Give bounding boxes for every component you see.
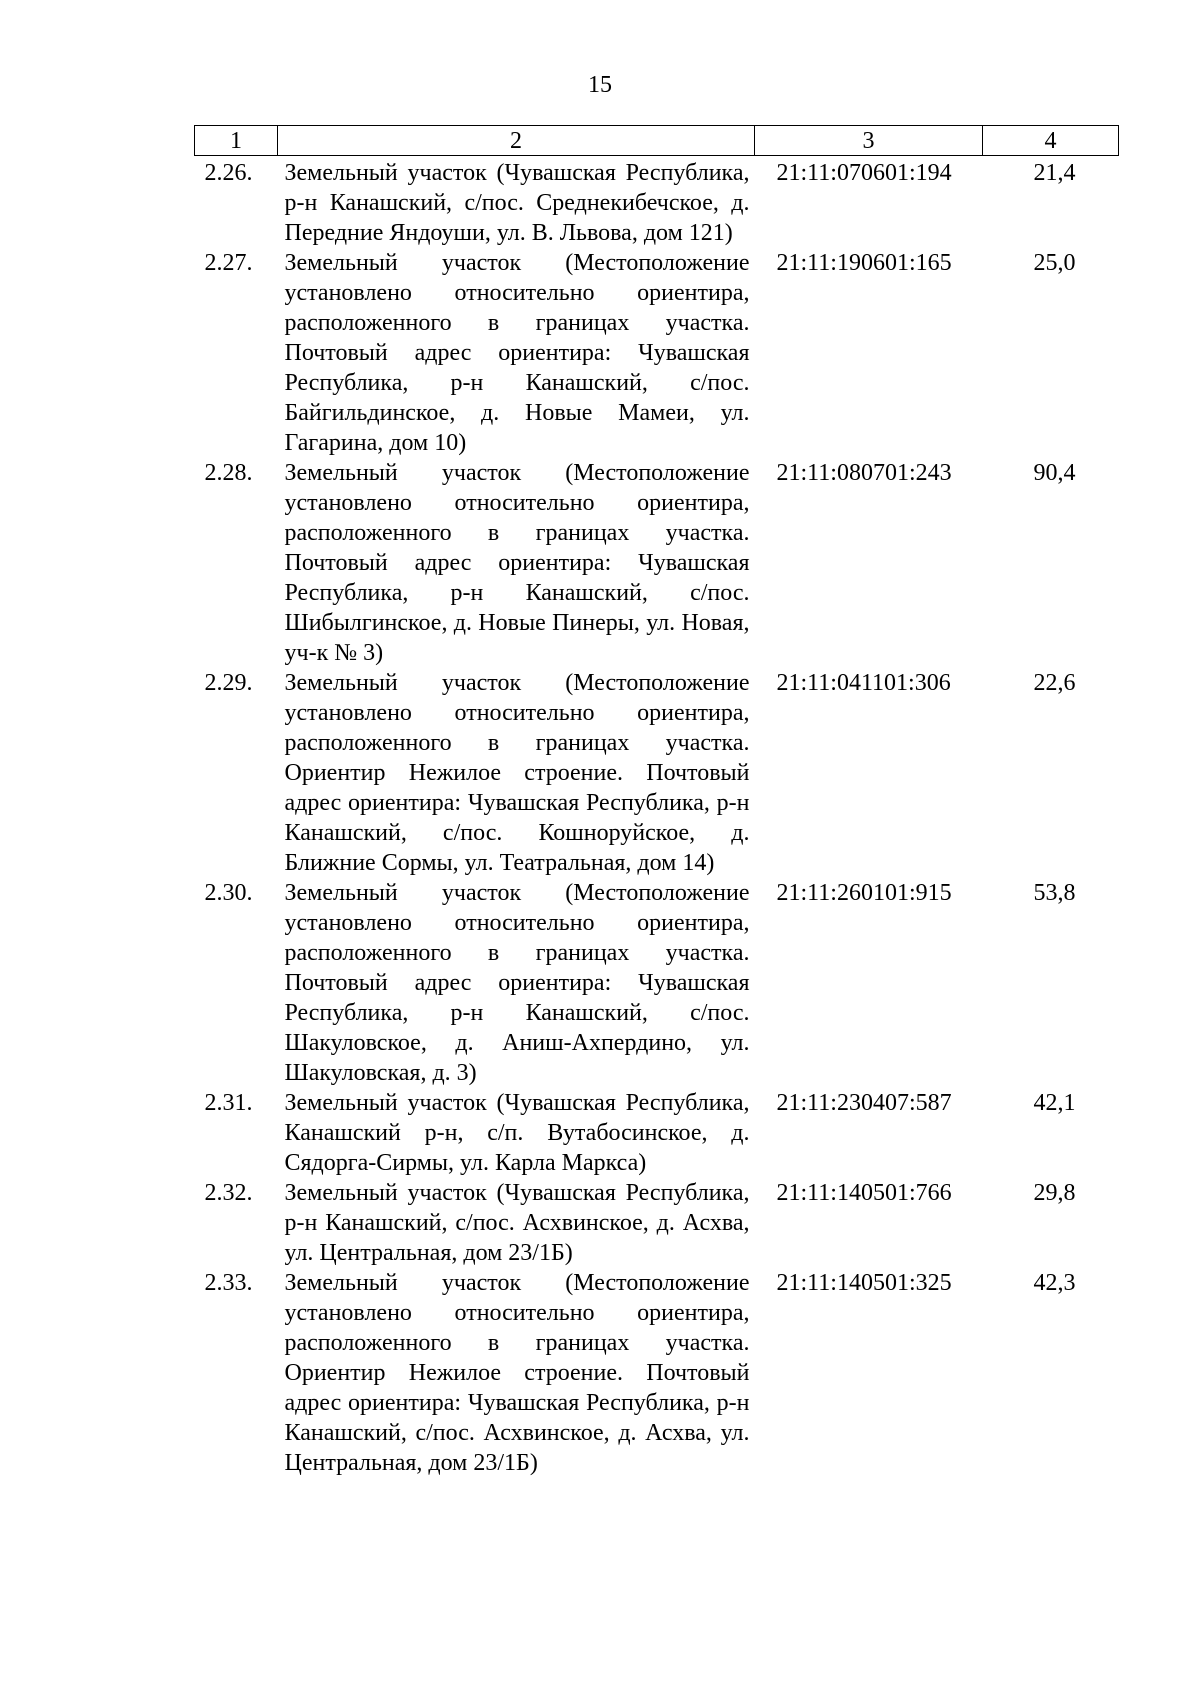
row-area: 29,8 xyxy=(1033,1180,1076,1206)
row-number: 2.26. xyxy=(204,160,253,186)
row-area: 42,3 xyxy=(1033,1270,1076,1296)
row-number: 2.33. xyxy=(204,1270,253,1296)
row-cadastral-number: 21:11:041101:306 xyxy=(776,670,951,696)
table-row xyxy=(195,1088,1119,1178)
row-cadastral-number: 21:11:230407:587 xyxy=(776,1090,952,1116)
row-number: 2.31. xyxy=(204,1090,253,1116)
row-description: Земельный участок (Чувашская Республика, Канашский р-н, с/п. Вутабосинское, д. Сядорга-Сирмы, ул. Карла Маркса) xyxy=(284,1090,750,1176)
column-header-2: 2 xyxy=(278,126,755,156)
column-header-3: 3 xyxy=(755,126,983,156)
page-number: 15 xyxy=(588,72,612,98)
row-area: 21,4 xyxy=(1033,160,1076,186)
row-cadastral-number: 21:11:140501:325 xyxy=(776,1270,952,1296)
row-number: 2.30. xyxy=(204,880,253,906)
table-header-row xyxy=(195,126,1119,156)
table-row xyxy=(195,248,1119,458)
row-area: 90,4 xyxy=(1033,460,1076,486)
row-area: 25,0 xyxy=(1033,250,1076,276)
column-header-1: 1 xyxy=(195,126,278,156)
row-area: 42,1 xyxy=(1033,1090,1076,1116)
row-number: 2.28. xyxy=(204,460,253,486)
row-cadastral-number: 21:11:140501:766 xyxy=(776,1180,952,1206)
table-row xyxy=(195,156,1119,249)
column-header-4: 4 xyxy=(983,126,1119,156)
row-area: 22,6 xyxy=(1033,670,1076,696)
land-plots-table xyxy=(194,125,1119,1478)
table-row xyxy=(195,1178,1119,1268)
row-description: Земельный участок (Местоположение установлено относительно ориентира, расположенного в границах участка. Ориентир Нежилое строение. Почтовый адрес ориентира: Чувашская Республика, р-н Канашский, с/пос. Кошноруйское, д. Ближние Сормы, ул. Театральная, дом 14) xyxy=(284,670,750,876)
row-number: 2.32. xyxy=(204,1180,253,1206)
row-description: Земельный участок (Местоположение установлено относительно ориентира, расположенного в границах участка. Почтовый адрес ориентира: Чувашская Республика, р-н Канашский, с/пос. Байгильдинское, д. Новые Мамеи, ул. Гагарина, дом 10) xyxy=(284,250,750,456)
table-row xyxy=(195,878,1119,1088)
row-description: Земельный участок (Местоположение установлено относительно ориентира, расположенного в границах участка. Ориентир Нежилое строение. Почтовый адрес ориентира: Чувашская Республика, р-н Канашский, с/пос. Асхвинское, д. Асхва, ул. Центральная, дом 23/1Б) xyxy=(284,1270,750,1476)
row-description: Земельный участок (Местоположение установлено относительно ориентира, расположенного в границах участка. Почтовый адрес ориентира: Чувашская Республика, р-н Канашский, с/пос. Шибылгинское, д. Новые Пинеры, ул. Новая, уч-к № 3) xyxy=(284,460,750,666)
row-area: 53,8 xyxy=(1033,880,1076,906)
row-cadastral-number: 21:11:190601:165 xyxy=(776,250,952,276)
row-description: Земельный участок (Местоположение установлено относительно ориентира, расположенного в границах участка. Почтовый адрес ориентира: Чувашская Республика, р-н Канашский, с/пос. Шакуловское, д. Аниш-Ахпердино, ул. Шакуловская, д. 3) xyxy=(284,880,750,1086)
row-cadastral-number: 21:11:080701:243 xyxy=(776,460,952,486)
table-row xyxy=(195,668,1119,878)
table-row xyxy=(195,458,1119,668)
row-description: Земельный участок (Чувашская Республика, р-н Канашский, с/пос. Асхвинское, д. Асхва, ул. Центральная, дом 23/1Б) xyxy=(284,1180,750,1266)
row-number: 2.29. xyxy=(204,670,253,696)
row-cadastral-number: 21:11:260101:915 xyxy=(776,880,952,906)
row-description: Земельный участок (Чувашская Республика, р-н Канашский, с/пос. Среднекибечское, д. Передние Яндоуши, ул. В. Львова, дом 121) xyxy=(284,160,750,246)
row-cadastral-number: 21:11:070601:194 xyxy=(776,160,952,186)
row-number: 2.27. xyxy=(204,250,253,276)
table-row xyxy=(195,1268,1119,1478)
